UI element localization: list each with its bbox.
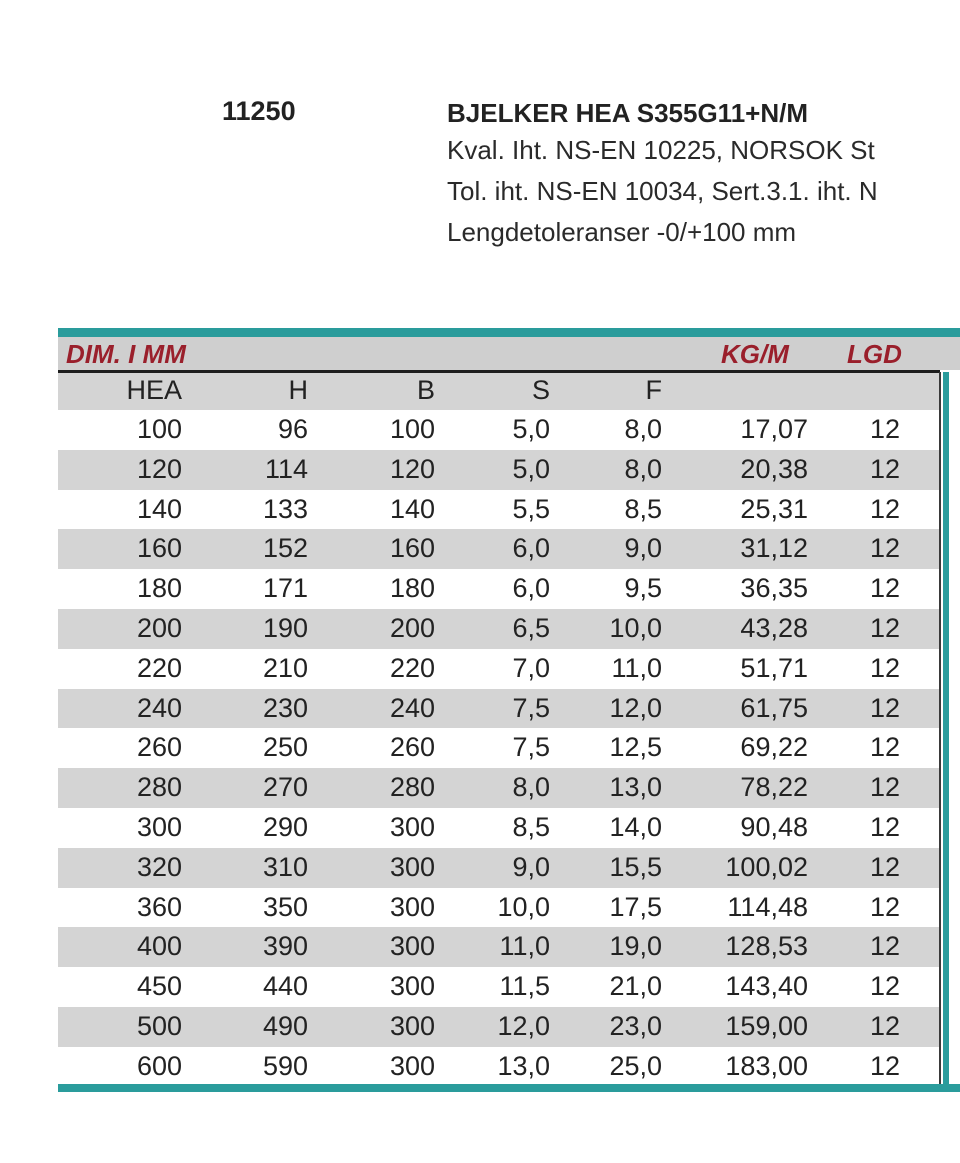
cell-kgm: 143,40	[725, 971, 808, 1002]
cell-f: 11,0	[611, 652, 662, 683]
cell-s: 6,5	[512, 612, 550, 643]
cell-f: 13,0	[609, 772, 662, 803]
cell-hea: 600	[136, 1050, 182, 1081]
spec-line-quality: Kval. Iht. NS-EN 10225, NORSOK St	[447, 135, 875, 165]
cell-kgm: 159,00	[725, 1010, 808, 1041]
table-row	[58, 649, 939, 689]
cell-b: 300	[389, 1050, 435, 1081]
cell-h: 270	[262, 772, 308, 803]
cell-hea: 300	[136, 811, 182, 842]
cell-kgm: 183,00	[725, 1050, 808, 1081]
cell-s: 13,0	[497, 1050, 550, 1081]
product-header	[447, 96, 960, 253]
column-header-f: F	[645, 375, 662, 405]
cell-hea: 160	[136, 533, 182, 564]
cell-hea: 100	[136, 414, 182, 444]
cell-h: 133	[262, 493, 308, 524]
dimension-table	[58, 328, 960, 1095]
cell-s: 7,5	[512, 692, 550, 723]
cell-f: 14,0	[609, 811, 662, 842]
cell-b: 280	[389, 772, 435, 803]
table-row	[58, 1007, 939, 1047]
cell-s: 9,0	[512, 851, 550, 882]
cell-hea: 200	[136, 612, 182, 643]
table-right-border	[943, 372, 949, 1084]
table-row	[58, 728, 939, 768]
cell-f: 15,5	[609, 851, 662, 882]
table-group-header	[58, 337, 960, 370]
cell-h: 230	[262, 692, 308, 723]
table-row	[58, 848, 939, 888]
cell-lgd: 12	[869, 533, 900, 564]
cell-s: 6,0	[512, 573, 550, 604]
table-bottom-border	[58, 1084, 960, 1092]
cell-h: 171	[262, 573, 308, 604]
cell-hea: 120	[136, 453, 182, 484]
cell-s: 12,0	[497, 1010, 550, 1041]
dim-label: DIM. I MM	[66, 339, 186, 369]
table-row	[58, 450, 939, 490]
product-title: BJELKER HEA S355G11+N/M	[447, 98, 809, 128]
cell-hea: 500	[136, 1010, 182, 1041]
cell-h: 350	[262, 891, 308, 922]
cell-b: 300	[389, 971, 435, 1002]
cell-s: 7,0	[512, 652, 550, 683]
cell-lgd: 12	[869, 612, 900, 643]
cell-s: 10,0	[497, 891, 550, 922]
cell-hea: 400	[136, 931, 182, 962]
cell-b: 240	[389, 692, 435, 723]
cell-f: 8,0	[624, 453, 662, 484]
table-row	[58, 888, 939, 928]
column-header-row	[58, 373, 939, 410]
table-row	[58, 410, 939, 450]
cell-s: 5,0	[512, 453, 550, 484]
cell-b: 300	[389, 931, 435, 962]
cell-s: 11,0	[499, 931, 550, 962]
cell-h: 490	[262, 1010, 308, 1041]
cell-hea: 140	[136, 493, 182, 524]
cell-f: 17,5	[609, 891, 662, 922]
column-header-hea: HEA	[126, 375, 182, 405]
table-row	[58, 967, 939, 1007]
cell-kgm: 90,48	[740, 811, 808, 842]
cell-f: 19,0	[609, 931, 662, 962]
cell-lgd: 12	[869, 811, 900, 842]
cell-f: 25,0	[609, 1050, 662, 1081]
cell-kgm: 25,31	[740, 493, 808, 524]
cell-lgd: 12	[869, 1050, 900, 1081]
table-row	[58, 1047, 939, 1087]
cell-h: 310	[262, 851, 308, 882]
cell-f: 9,5	[624, 573, 662, 604]
cell-kgm: 61,75	[740, 692, 808, 723]
table-row	[58, 927, 939, 967]
cell-lgd: 12	[869, 891, 900, 922]
cell-kgm: 114,48	[727, 891, 808, 922]
cell-kgm: 17,07	[740, 414, 808, 444]
cell-kgm: 36,35	[740, 573, 808, 604]
table-top-border	[58, 328, 960, 337]
cell-s: 5,0	[512, 414, 550, 444]
product-code: 11250	[222, 96, 296, 126]
cell-s: 8,0	[512, 772, 550, 803]
cell-b: 200	[389, 612, 435, 643]
cell-lgd: 12	[869, 1010, 900, 1041]
table-row	[58, 529, 939, 569]
cell-lgd: 12	[869, 692, 900, 723]
cell-kgm: 31,12	[740, 533, 808, 564]
cell-s: 6,0	[512, 533, 550, 564]
cell-h: 590	[262, 1050, 308, 1081]
cell-h: 96	[277, 414, 308, 444]
cell-f: 12,0	[609, 692, 662, 723]
cell-lgd: 12	[869, 453, 900, 484]
lgd-label: LGD	[847, 339, 902, 369]
cell-lgd: 12	[869, 851, 900, 882]
column-header-h: H	[288, 375, 308, 405]
cell-h: 440	[262, 971, 308, 1002]
table-row	[58, 569, 939, 609]
cell-f: 23,0	[609, 1010, 662, 1041]
cell-h: 210	[262, 652, 308, 683]
cell-b: 160	[389, 533, 435, 564]
cell-lgd: 12	[869, 652, 900, 683]
cell-h: 190	[262, 612, 308, 643]
cell-b: 300	[389, 1010, 435, 1041]
cell-s: 5,5	[512, 493, 550, 524]
cell-b: 140	[389, 493, 435, 524]
cell-kgm: 51,71	[740, 652, 808, 683]
cell-kgm: 43,28	[740, 612, 808, 643]
table-row	[58, 490, 939, 530]
column-header-s: S	[531, 375, 550, 405]
cell-b: 300	[389, 811, 435, 842]
kgm-label: KG/M	[721, 339, 789, 369]
cell-hea: 280	[136, 772, 182, 803]
cell-f: 8,0	[624, 414, 662, 444]
cell-hea: 220	[136, 652, 182, 683]
cell-kgm: 128,53	[725, 931, 808, 962]
cell-lgd: 12	[869, 414, 900, 444]
cell-s: 11,5	[499, 971, 550, 1002]
cell-h: 290	[262, 811, 308, 842]
table-row	[58, 689, 939, 729]
cell-hea: 240	[136, 692, 182, 723]
cell-f: 12,5	[609, 732, 662, 763]
table-row	[58, 768, 939, 808]
cell-b: 100	[389, 414, 435, 444]
cell-hea: 180	[136, 573, 182, 604]
cell-b: 220	[389, 652, 435, 683]
cell-kgm: 20,38	[740, 453, 808, 484]
cell-f: 9,0	[624, 533, 662, 564]
cell-h: 152	[262, 533, 308, 564]
table-body	[58, 373, 939, 1087]
cell-s: 8,5	[512, 811, 550, 842]
spec-line-length-tolerance: Lengdetoleranser -0/+100 mm	[447, 217, 797, 247]
cell-f: 10,0	[609, 612, 662, 643]
cell-hea: 360	[136, 891, 182, 922]
cell-f: 21,0	[609, 971, 662, 1002]
cell-kgm: 69,22	[740, 732, 808, 763]
cell-lgd: 12	[869, 971, 900, 1002]
table-row	[58, 808, 939, 848]
cell-kgm: 78,22	[740, 772, 808, 803]
cell-s: 7,5	[512, 732, 550, 763]
cell-h: 390	[262, 931, 308, 962]
column-header-b: B	[416, 375, 435, 405]
cell-lgd: 12	[869, 772, 900, 803]
cell-lgd: 12	[869, 573, 900, 604]
cell-b: 180	[389, 573, 435, 604]
cell-h: 250	[262, 732, 308, 763]
cell-b: 300	[389, 851, 435, 882]
cell-lgd: 12	[869, 493, 900, 524]
cell-f: 8,5	[624, 493, 662, 524]
table-right-rule	[939, 372, 941, 1084]
cell-b: 260	[389, 732, 435, 763]
cell-b: 300	[389, 891, 435, 922]
cell-hea: 260	[136, 732, 182, 763]
cell-lgd: 12	[869, 931, 900, 962]
table-row	[58, 609, 939, 649]
cell-b: 120	[389, 453, 435, 484]
cell-hea: 320	[136, 851, 182, 882]
spec-line-tolerance: Tol. iht. NS-EN 10034, Sert.3.1. iht. N	[447, 176, 878, 206]
cell-hea: 450	[136, 971, 182, 1002]
cell-kgm: 100,02	[725, 851, 808, 882]
cell-h: 114	[264, 453, 308, 484]
cell-lgd: 12	[869, 732, 900, 763]
